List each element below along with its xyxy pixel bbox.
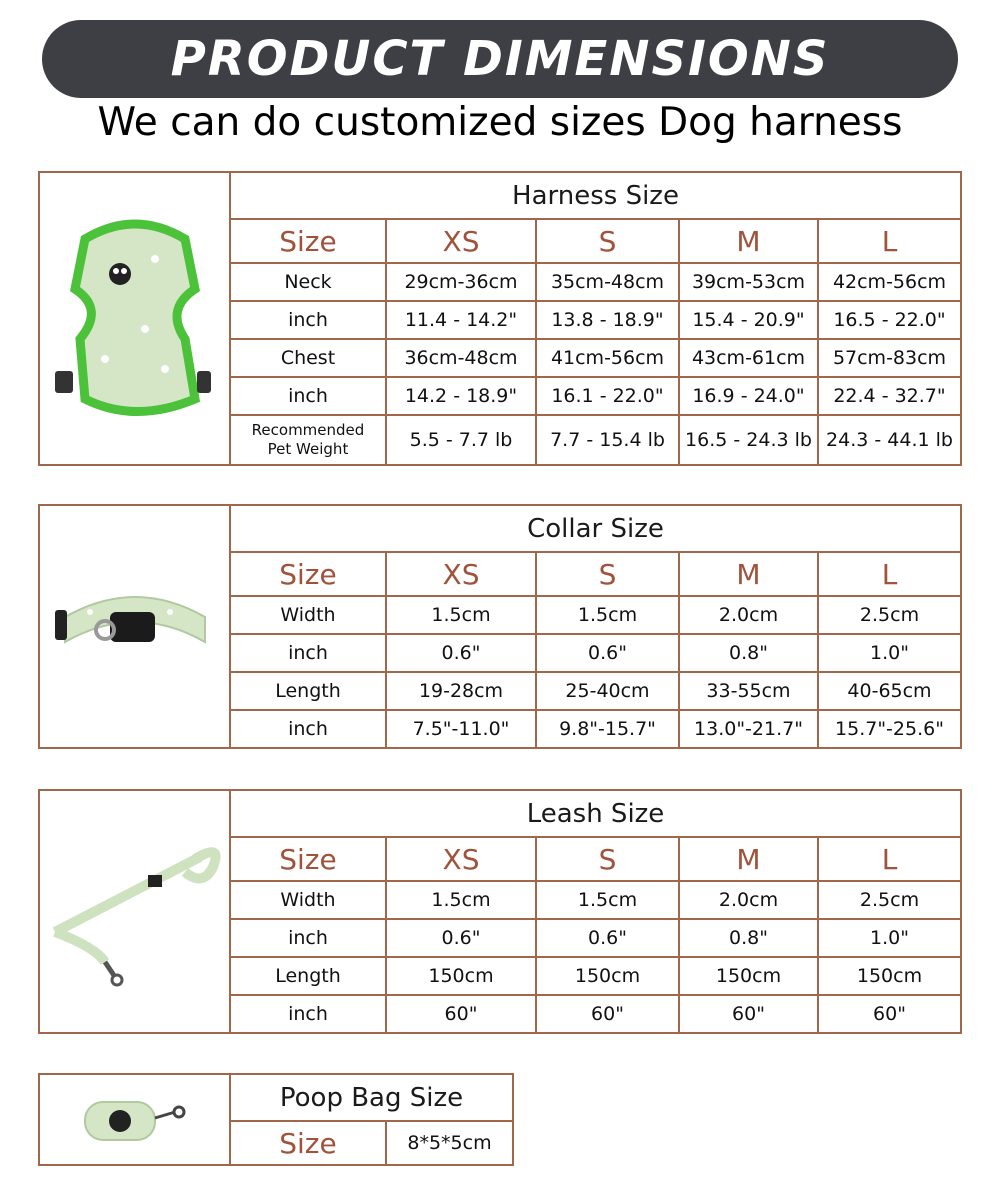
table-cell: 35cm-48cm xyxy=(536,263,679,301)
table-cell: 42cm-56cm xyxy=(818,263,960,301)
header-size: Size xyxy=(231,219,386,263)
table-cell: 150cm xyxy=(536,957,679,995)
title-banner xyxy=(42,20,958,98)
table-cell: 13.8 - 18.9" xyxy=(536,301,679,339)
table-cell: 24.3 - 44.1 lb xyxy=(818,415,960,464)
table-cell: 15.7"-25.6" xyxy=(818,710,960,747)
table-cell: 1.5cm xyxy=(386,881,536,919)
table-cell: 9.8"-15.7" xyxy=(536,710,679,747)
table-cell: 19-28cm xyxy=(386,672,536,710)
harness-size-section xyxy=(38,171,962,466)
leash-size-section xyxy=(38,789,962,1034)
poop-bag-image xyxy=(40,1075,231,1164)
row-label: Width xyxy=(231,596,386,634)
header-m: M xyxy=(679,552,818,596)
table-cell: 57cm-83cm xyxy=(818,339,960,377)
table-cell: 0.6" xyxy=(536,634,679,672)
leash-icon xyxy=(45,837,225,987)
table-cell: 40-65cm xyxy=(818,672,960,710)
table-cell: 29cm-36cm xyxy=(386,263,536,301)
table-cell: 25-40cm xyxy=(536,672,679,710)
table-cell: 1.0" xyxy=(818,919,960,957)
table-cell: 15.4 - 20.9" xyxy=(679,301,818,339)
row-label: Length xyxy=(231,672,386,710)
table-cell: 39cm-53cm xyxy=(679,263,818,301)
table-cell: 150cm xyxy=(386,957,536,995)
table-cell: 36cm-48cm xyxy=(386,339,536,377)
poop-bag-size-section xyxy=(38,1073,514,1166)
header-xs: XS xyxy=(386,219,536,263)
table-cell: 16.9 - 24.0" xyxy=(679,377,818,415)
table-cell: 7.7 - 15.4 lb xyxy=(536,415,679,464)
table-cell: 5.5 - 7.7 lb xyxy=(386,415,536,464)
row-label: inch xyxy=(231,377,386,415)
table-cell: 60" xyxy=(386,995,536,1032)
leash-image xyxy=(40,791,231,1032)
collar-size-section xyxy=(38,504,962,749)
harness-image xyxy=(40,173,231,464)
poop-bag-icon xyxy=(75,1090,195,1150)
table-cell: 16.5 - 22.0" xyxy=(818,301,960,339)
table-cell: 0.6" xyxy=(386,919,536,957)
table-cell: 60" xyxy=(679,995,818,1032)
table-cell: 150cm xyxy=(679,957,818,995)
table-cell: 1.5cm xyxy=(536,596,679,634)
collar-table xyxy=(231,506,960,747)
table-cell: 0.6" xyxy=(536,919,679,957)
harness-table xyxy=(231,173,960,464)
table-cell: 2.0cm xyxy=(679,881,818,919)
row-label: inch xyxy=(231,919,386,957)
row-label-weight xyxy=(231,415,386,464)
row-label: inch xyxy=(231,301,386,339)
page-title: PRODUCT DIMENSIONS xyxy=(170,31,830,87)
weight-label-line1: Recommended xyxy=(251,421,365,439)
table-cell: 16.5 - 24.3 lb xyxy=(679,415,818,464)
table-cell: 41cm-56cm xyxy=(536,339,679,377)
header-l: L xyxy=(818,837,960,881)
row-label: Length xyxy=(231,957,386,995)
table-cell: 60" xyxy=(818,995,960,1032)
row-label: inch xyxy=(288,718,328,741)
table-cell: 1.5cm xyxy=(386,596,536,634)
table-cell: 2.0cm xyxy=(679,596,818,634)
table-cell: 1.0" xyxy=(818,634,960,672)
harness-title: Harness Size xyxy=(231,173,960,219)
table-cell: 33-55cm xyxy=(679,672,818,710)
table-cell: 1.5cm xyxy=(536,881,679,919)
table-cell: 8*5*5cm xyxy=(386,1121,512,1164)
leash-title: Leash Size xyxy=(231,791,960,837)
poop-bag-table xyxy=(231,1075,512,1164)
row-label: Neck xyxy=(231,263,386,301)
table-cell: 150cm xyxy=(818,957,960,995)
header-s: S xyxy=(536,552,679,596)
header-xs: XS xyxy=(386,552,536,596)
header-s: S xyxy=(536,219,679,263)
header-l: L xyxy=(818,552,960,596)
table-cell: 7.5"-11.0" xyxy=(386,710,536,747)
table-cell: 43cm-61cm xyxy=(679,339,818,377)
header-size: Size xyxy=(279,1126,337,1160)
row-label: Width xyxy=(231,881,386,919)
table-cell: 0.8" xyxy=(679,919,818,957)
table-cell: 60" xyxy=(536,995,679,1032)
table-cell: 2.5cm xyxy=(818,596,960,634)
header-m: M xyxy=(679,219,818,263)
table-cell: 0.6" xyxy=(386,634,536,672)
harness-icon xyxy=(45,199,225,439)
weight-label-line2: Pet Weight xyxy=(267,440,349,458)
table-cell: 16.1 - 22.0" xyxy=(536,377,679,415)
header-size: Size xyxy=(231,837,386,881)
table-cell: 11.4 - 14.2" xyxy=(386,301,536,339)
header-m: M xyxy=(679,837,818,881)
collar-image xyxy=(40,506,231,747)
table-cell: 14.2 - 18.9" xyxy=(386,377,536,415)
page-subtitle: We can do customized sizes Dog harness xyxy=(97,100,903,145)
header-l: L xyxy=(818,219,960,263)
row-label: inch xyxy=(288,1003,328,1026)
table-cell: 13.0"-21.7" xyxy=(679,710,818,747)
row-label: inch xyxy=(231,634,386,672)
poop-bag-title: Poop Bag Size xyxy=(231,1075,512,1121)
table-cell: 2.5cm xyxy=(818,881,960,919)
header-xs: XS xyxy=(386,837,536,881)
leash-table xyxy=(231,791,960,1032)
collar-icon xyxy=(50,582,220,672)
header-size: Size xyxy=(231,552,386,596)
table-cell: 22.4 - 32.7" xyxy=(818,377,960,415)
header-s: S xyxy=(536,837,679,881)
table-cell: 0.8" xyxy=(679,634,818,672)
collar-title: Collar Size xyxy=(231,506,960,552)
row-label: Chest xyxy=(231,339,386,377)
